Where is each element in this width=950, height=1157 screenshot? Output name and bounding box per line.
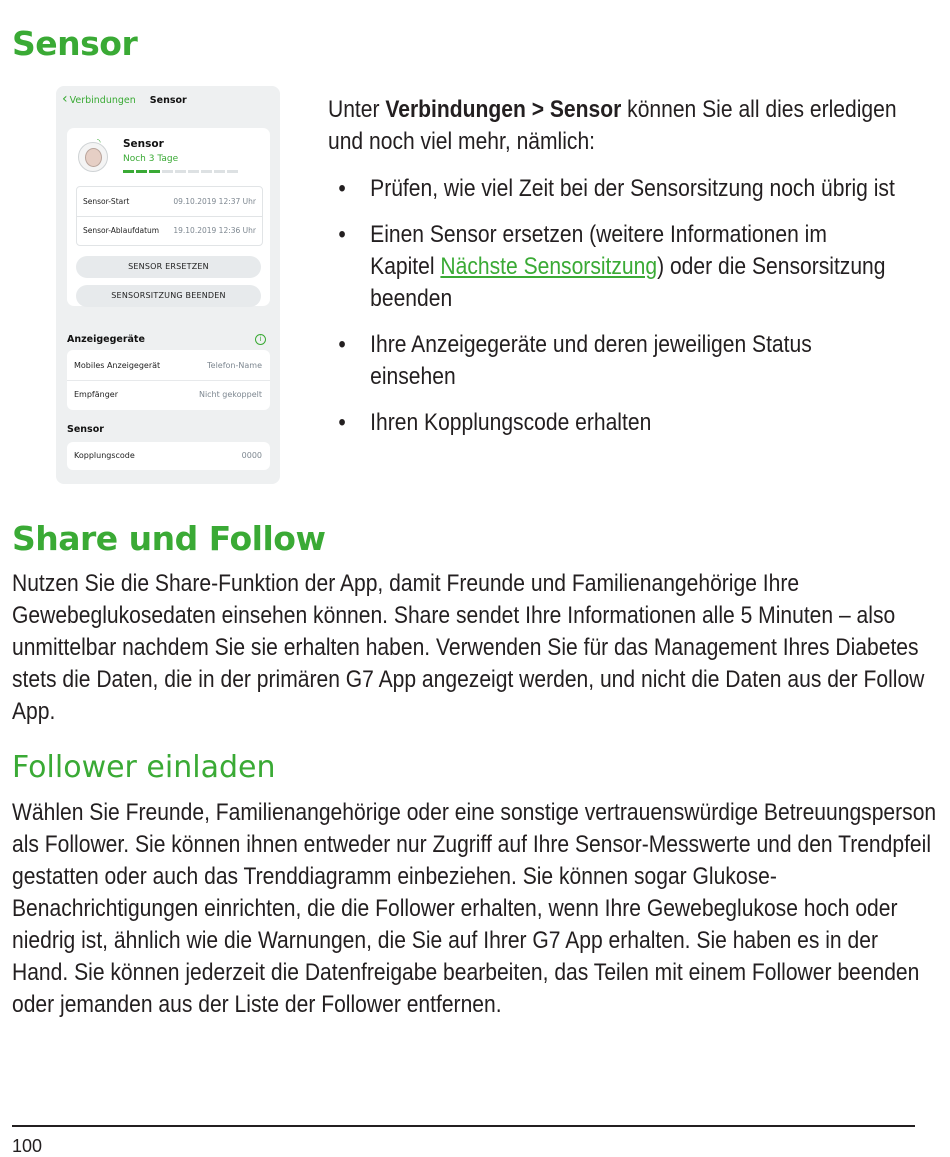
sensor-card [67, 128, 270, 306]
end-session-button[interactable]: SENSORSITZUNG BEENDEN [76, 285, 261, 307]
pairing-code-value: 0000 [241, 451, 262, 460]
list-item[interactable] [74, 361, 262, 370]
section-title-sensor: Sensor [12, 24, 138, 63]
displays-list [67, 350, 270, 410]
session-dates [76, 186, 263, 246]
pairing-code-row[interactable] [67, 442, 270, 470]
sensor-name: Sensor [123, 138, 164, 150]
sensor-icon: ◝ [78, 142, 108, 172]
sensor-section-header: Sensor [67, 424, 104, 435]
sensor-start-label: Sensor-Start [83, 197, 130, 206]
receiver-label: Empfänger [74, 390, 119, 399]
sensor-end-value: 19.10.2019 12:36 Uhr [173, 226, 256, 235]
receiver-value: Nicht gekoppelt [198, 390, 262, 399]
session-progress-bar [123, 170, 238, 173]
phone-screen-title: Sensor [149, 94, 187, 106]
share-paragraph: Nutzen Sie die Share-Funktion der App, damit Freunde und Familienangehörige Ihre Gewebeglukosedaten einsehen können. Share sendet Ihre Informationen alle 5 Minuten – also unmittelbar nachdem Sie sie erhalten haben. Verwenden Sie für das Management Ihres Diabetes stets die Daten, die in der primären G7 App angezeigt werden, und nicht die Daten aus der Follow App. [12, 570, 925, 725]
list-item: • Prüfen, wie viel Zeit bei der Sensorsitzung noch übrig ist [328, 173, 896, 205]
sensor-feature-list [328, 173, 896, 453]
next-session-link[interactable]: Nächste Sensorsitzung [440, 253, 658, 280]
list-item: • Einen Sensor ersetzen (weitere Informationen im Kapitel Nächste Sensorsitzung) oder die Sensorsitzung beenden [328, 219, 896, 315]
sensor-remaining: Noch 3 Tage [123, 154, 179, 164]
back-label: Verbindungen [69, 95, 136, 106]
replace-sensor-button[interactable]: SENSOR ERSETZEN [76, 256, 261, 278]
mobile-display-value: Telefon-Name [207, 361, 262, 370]
footer-divider [12, 1125, 915, 1127]
section-title-follower-invite: Follower einladen [12, 750, 276, 785]
pairing-code-label: Kopplungscode [74, 451, 135, 460]
info-icon[interactable]: i [255, 334, 266, 345]
sensor-end-label: Sensor-Ablaufdatum [83, 226, 160, 235]
back-button[interactable] [62, 91, 136, 107]
chevron-left-icon: ‹ [62, 91, 68, 107]
phone-header [62, 91, 187, 107]
list-item: • Ihren Kopplungscode erhalten [328, 407, 896, 439]
page-number: 100 [12, 1136, 43, 1156]
sensor-intro: Unter Verbindungen > Sensor können Sie all dies erledigen und noch viel mehr, nämlich: [328, 96, 897, 155]
mobile-display-label: Mobiles Anzeigegerät [74, 361, 161, 370]
section-title-share-follow: Share und Follow [12, 519, 326, 558]
phone-screenshot [56, 86, 280, 484]
list-item[interactable] [74, 390, 262, 399]
sensor-start-value: 09.10.2019 12:37 Uhr [173, 197, 256, 206]
follower-paragraph: Wählen Sie Freunde, Familienangehörige oder eine sonstige vertrauenswürdige Betreuungsperson als Follower. Sie können ihnen entweder nur Zugriff auf Ihre Sensor-Messwerte und den Trendpfeil gestatten oder auch das Trenddiagramm einbeziehen. Sie können sogar Glukose-Benachrichtigungen einrichten, die die Follower erhalten, wenn Ihre Gewebeglukose hoch oder niedrig ist, ähnlich wie die Warnungen, die Sie auf Ihrer G7 App erhalten. Sie haben es in der Hand. Sie können jederzeit die Datenfreigabe bearbeiten, das Teilen mit einem Follower beenden oder jemanden aus der Liste der Follower entfernen. [12, 799, 937, 1018]
displays-header: Anzeigegeräte [67, 334, 145, 345]
menu-path: Verbindungen > Sensor [385, 96, 622, 123]
list-item: • Ihre Anzeigegeräte und deren jeweiligen Status einsehen [328, 329, 896, 393]
